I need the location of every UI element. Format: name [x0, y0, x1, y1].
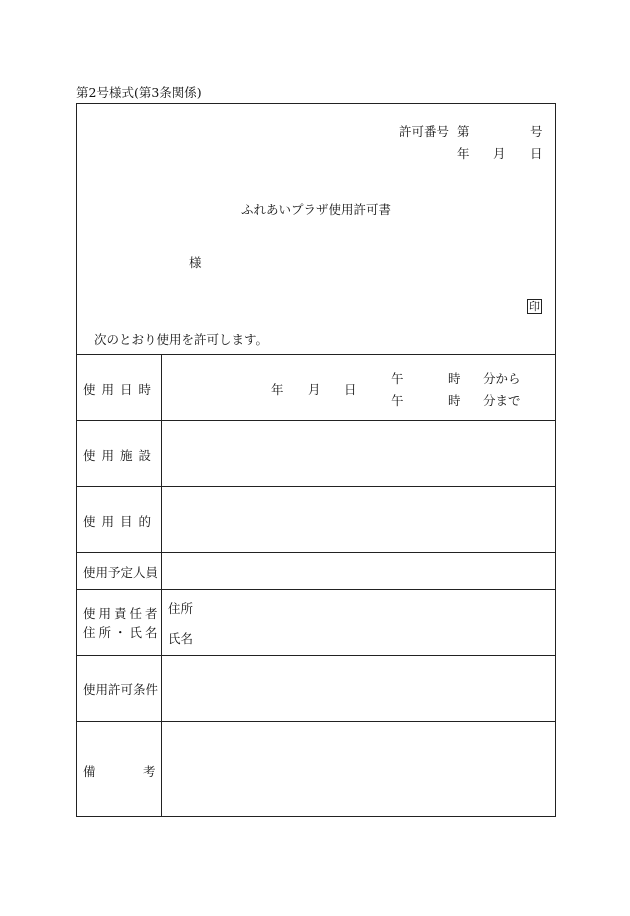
label-usage-datetime: 使用日時 — [83, 382, 158, 397]
addressee-suffix: 様 — [189, 255, 202, 270]
label-responsible-person: 使用責任者 — [83, 606, 161, 621]
label-remarks-left: 備 — [83, 764, 96, 779]
usage-day: 日 — [344, 382, 357, 397]
usage-month: 月 — [308, 382, 321, 397]
label-usage-purpose: 使用目的 — [83, 514, 158, 529]
start-ampm: 午 — [391, 371, 404, 386]
label-permit-conditions: 使用許可条件 — [83, 682, 159, 697]
intro-text: 次のとおり使用を許可します。 — [94, 332, 269, 347]
issue-year: 年 — [457, 146, 470, 161]
row-divider — [77, 486, 555, 487]
label-remarks-right: 考 — [143, 764, 156, 779]
start-minute: 分から — [483, 371, 521, 386]
name-label: 氏名 — [168, 631, 194, 646]
label-column-divider — [161, 354, 162, 817]
label-usage-facility: 使用施設 — [83, 448, 158, 463]
permit-number-go: 号 — [530, 124, 543, 139]
seal-mark: 印 — [529, 300, 540, 313]
label-expected-attendees: 使用予定人員 — [83, 565, 159, 580]
row-divider — [77, 552, 555, 553]
address-label: 住所 — [168, 601, 194, 616]
permit-number-dai: 第 — [457, 124, 470, 139]
document-title: ふれあいプラザ使用許可書 — [241, 202, 392, 217]
row-divider — [77, 589, 555, 590]
usage-year: 年 — [271, 382, 284, 397]
issue-month: 月 — [493, 146, 506, 161]
form-number-label: 第2号様式(第3条関係) — [76, 85, 202, 100]
table-top-rule — [77, 354, 555, 355]
row-divider — [77, 721, 555, 722]
end-ampm: 午 — [391, 393, 404, 408]
end-minute: 分まで — [483, 393, 521, 408]
row-divider — [77, 420, 555, 421]
label-address-name: 住所・氏名 — [83, 625, 161, 640]
row-divider — [77, 655, 555, 656]
permit-form — [76, 103, 556, 817]
start-hour: 時 — [448, 371, 461, 386]
issue-day: 日 — [530, 146, 543, 161]
end-hour: 時 — [448, 393, 461, 408]
permit-number-label: 許可番号 — [399, 124, 450, 139]
